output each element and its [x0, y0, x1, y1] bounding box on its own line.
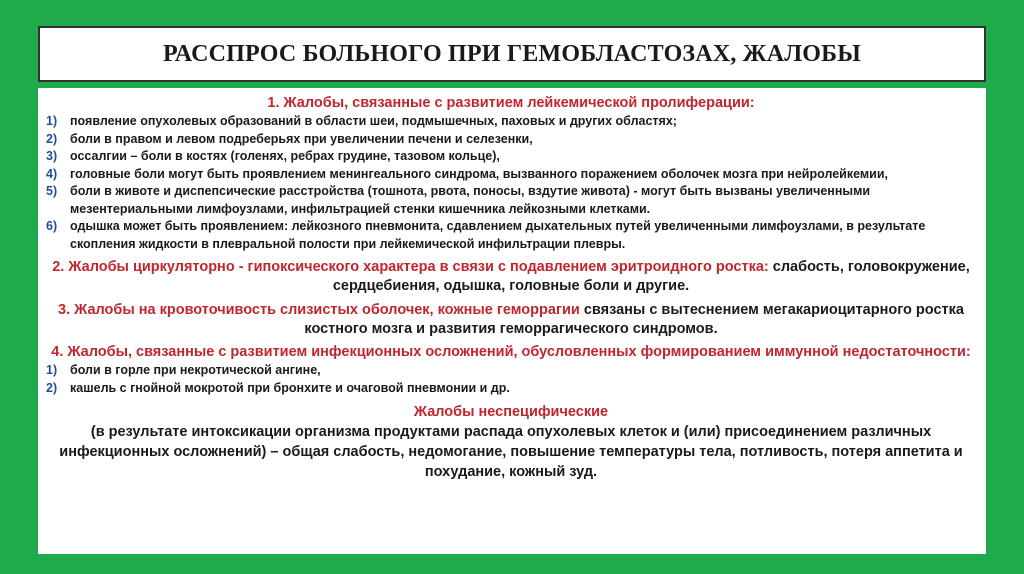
list-item — [46, 148, 976, 166]
item-number: 6) — [46, 219, 58, 233]
section1-heading: 1. Жалобы, связанные с развитием лейкемической пролиферации: — [267, 95, 755, 111]
section4-heading: 4. Жалобы, связанные с развитием инфекционных осложнений, обусловленных формированием иммунной недостаточности: — [51, 344, 971, 360]
item-text: боли в правом и левом подреберьях при увеличении печени и селезенки, — [70, 131, 533, 146]
section2-text: слабость, головокружение, сердцебиения, одышка, головные боли и другие. — [332, 259, 970, 294]
item-text: головные боли могут быть проявлением менингеального синдрома, вызванного поражением оболочек мозга при нейролейкемии, — [70, 166, 888, 181]
title-box — [38, 26, 986, 82]
slide-title: РАССПРОС БОЛЬНОГО ПРИ ГЕМОБЛАСТОЗАХ, ЖАЛОБЫ — [162, 40, 862, 67]
list-item — [46, 183, 976, 218]
item-number: 2) — [46, 131, 58, 146]
section2-paragraph — [46, 258, 976, 296]
item-text: боли в горле при некротической ангине, — [70, 363, 321, 377]
nonspecific-heading: Жалобы неспецифические — [413, 404, 609, 420]
item-text: оссалгии – боли в костях (голенях, ребрах грудине, тазовом кольце), — [70, 149, 500, 163]
list-item — [46, 166, 976, 184]
list-item — [46, 362, 976, 380]
item-number: 5) — [46, 184, 58, 198]
item-text: одышка может быть проявлением: лейкозного пневмонита, сдавлением дыхательных путей увеличенными лимфоузлами, в результате скопления жидкости в плевральной полости при лейкемической инфильтрации плевры. — [70, 219, 926, 251]
item-number: 2) — [46, 380, 58, 395]
item-number: 3) — [46, 149, 58, 163]
list-item — [46, 131, 976, 149]
section3-text: связаны с вытеснением мегакариоцитарного ростка костного мозга и развития геморрагического синдромов. — [304, 302, 964, 337]
nonspecific-text: (в результате интоксикации организма продуктами распада опухолевых клеток и (или) присоединением различных инфекционных осложнений) – общая слабость, недомогание, повышение температуры тела, потливость, потеря аппетита и похудание, кожный зуд. — [59, 424, 963, 480]
item-text: кашель с гнойной мокротой при бронхите и очаговой пневмонии и др. — [70, 380, 510, 395]
item-text: появление опухолевых образований в области шеи, подмышечных, паховых и других областях; — [70, 114, 677, 128]
item-number: 4) — [46, 166, 58, 181]
item-number: 1) — [46, 363, 58, 377]
item-text: боли в животе и диспепсические расстройства (тошнота, рвота, поносы, вздутие живота) - могут быть вызваны увеличенными мезентериальными лимфоузлами, инфильтрацией стенки кишечника лейкозными клетками. — [70, 184, 871, 216]
list-item — [46, 113, 976, 131]
content-panel — [38, 88, 986, 554]
section3-heading: 3. Жалобы на кровоточивость слизистых оболочек, кожные геморрагии — [58, 302, 580, 318]
section1-list — [46, 113, 976, 253]
item-number: 1) — [46, 114, 58, 128]
section3-paragraph — [46, 301, 976, 339]
list-item — [46, 380, 976, 398]
section4-list — [46, 362, 976, 397]
list-item — [46, 218, 976, 253]
section2-heading: 2. Жалобы циркуляторно - гипоксического характера в связи с подавлением эритроидного ростка: — [52, 259, 769, 275]
